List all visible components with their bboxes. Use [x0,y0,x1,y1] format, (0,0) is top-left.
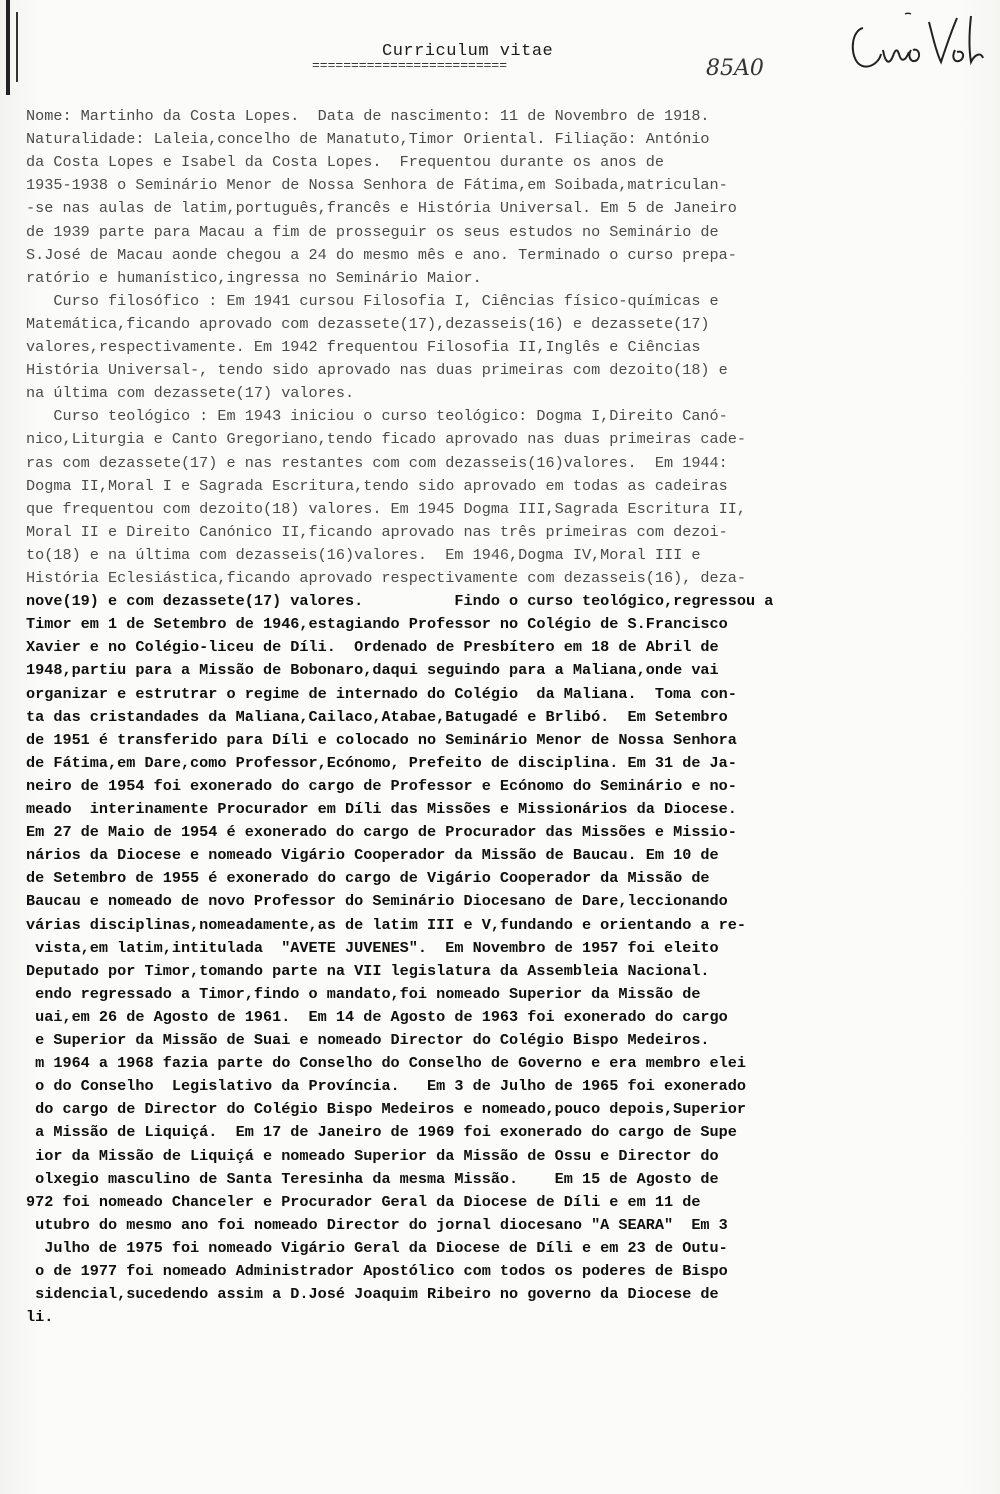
text-line: Julho de 1975 foi nomeado Vigário Geral da Diocese de Díli e em 23 de Outu- [26,1238,728,1257]
text-line: Curso teológico : Em 1943 iniciou o curso teológico: Dogma I,Direito Canó- [26,407,728,426]
title-underline: ========================= [312,58,508,73]
text-line: de 1939 parte para Macau a fim de prosseguir os seus estudos no Seminário de [26,222,719,241]
text-line: uai,em 26 de Agosto de 1961. Em 14 de Agosto de 1963 foi exonerado do cargo [26,1007,728,1026]
text-line: vista,em latim,intitulada "AVETE JUVENES". Em Novembro de 1957 foi eleito [26,938,719,957]
text-line: m 1964 a 1968 fazia parte do Conselho do Conselho de Governo e era membro elei [26,1054,747,1073]
text-line: Em 27 de Maio de 1954 é exonerado do cargo de Procurador das Missões e Missio- [26,823,737,842]
text-line: várias disciplinas,nomeadamente,as de latim III e V,fundando e orientando a re- [26,915,747,934]
text-line: História Eclesiástica,ficando aprovado respectivamente com dezasseis(16), deza- [26,569,747,587]
text-line: Moral II e Direito Canónico II,ficando aprovado nas três primeiras com dezoi- [26,522,728,541]
text-line: li. [26,1308,54,1327]
text-line: o do Conselho Legislativo da Província. Em 3 de Julho de 1965 foi exonerado [26,1077,747,1096]
text-line: de 1951 é transferido para Díli e colocado no Seminário Menor de Nossa Senhora [26,730,737,749]
text-line: História Universal-, tendo sido aprovado nas duas primeiras com dezoito(18) e [26,361,728,380]
text-line: endo regressado a Timor,findo o mandato,foi nomeado Superior da Missão de [26,984,701,1003]
text-line: meado interinamente Procurador em Díli das Missões e Missionários da Diocese. [26,800,737,818]
text-line: Nome: Martinho da Costa Lopes. Data de nascimento: 11 de Novembro de 1918. [26,107,710,125]
text-line: 1935-1938 o Seminário Menor de Nossa Senhora de Fátima,em Soibada,matriculan- [26,176,728,195]
text-line: valores,respectivamente. Em 1942 frequentou Filosofia II,Inglês e Ciências [26,338,701,356]
text-line: Baucau e nomeado de novo Professor do Seminário Diocesano de Dare,leccionando [26,892,728,911]
text-line: neiro de 1954 foi exonerado do cargo de Professor e Ecónomo do Seminário e no- [26,776,737,795]
text-line: utubro do mesmo ano foi nomeado Director do jornal diocesano "A SEARA" Em 3 [26,1215,728,1234]
text-line: 1948,partiu para a Missão de Bobonaro,daqui seguindo para a Maliana,onde vai [26,661,719,680]
text-line: to(18) e na última com dezasseis(16)valores. Em 1946,Dogma IV,Moral III e [26,545,701,564]
text-line: do cargo de Director do Colégio Bispo Medeiros e nomeado,pouco depois,Superior [26,1100,747,1119]
text-line: Naturalidade: Laleia,concelho de Manatuto,Timor Oriental. Filiação: António [26,130,710,149]
text-line: Curso filosófico : Em 1941 cursou Filosofia I, Ciências físico-químicas e [26,291,719,310]
page-edge-mark-secondary [16,12,18,82]
text-line: que frequentou com dezoito(18) valores. Em 1945 Dogma III,Sagrada Escritura II, [26,499,747,518]
document-title: Curriculum vitae [382,42,554,61]
text-line: nove(19) e com dezassete(17) valores. Findo o curso teológico,regressou a [26,592,774,611]
text-line: ior da Missão de Liquiçá e nomeado Superior da Missão de Ossu e Director do [26,1146,719,1165]
text-line: o de 1977 foi nomeado Administrador Apostólico com todos os poderes de Bispo [26,1262,728,1280]
text-line: da Costa Lopes e Isabel da Costa Lopes. Frequentou durante os anos de [26,153,664,172]
text-line: de Setembro de 1955 é exonerado do cargo de Vigário Cooperador da Missão de [26,869,710,888]
text-line: e Superior da Missão de Suai e nomeado Director do Colégio Bispo Medeiros. [26,1031,710,1049]
text-line: Dogma II,Moral I e Sagrada Escritura,tendo sido aprovado em todas as cadeiras [26,476,728,495]
text-line: organizar e estrutrar o regime de internado do Colégio da Maliana. Toma con- [26,684,737,703]
reference-mark: 85A0 [706,56,764,81]
text-line: Timor em 1 de Setembro de 1946,estagiando Professor no Colégio de S.Francisco [26,615,728,634]
text-line: de Fátima,em Dare,como Professor,Ecónomo, Prefeito de disciplina. Em 31 de Ja- [26,753,737,772]
handwritten-signature [845,10,995,85]
text-line: Xavier e no Colégio-liceu de Díli. Ordenado de Presbítero em 18 de Abril de [26,638,719,657]
text-line: nários da Diocese e nomeado Vigário Cooperador da Missão de Baucau. Em 10 de [26,846,719,865]
text-line: ta das cristandades da Maliana,Cailaco,Atabae,Batugadé e Brlibó. Em Setembro [26,707,728,726]
text-line: ratório e humanístico,ingressa no Seminário Maior. [26,268,482,287]
text-line: 972 foi nomeado Chanceler e Procurador Geral da Diocese de Díli e em 11 de [26,1192,701,1211]
text-line: sidencial,sucedendo assim a D.José Joaquim Ribeiro no governo da Diocese de [26,1285,719,1304]
text-line: Deputado por Timor,tomando parte na VII legislatura da Assembleia Nacional. [26,961,710,980]
text-line: ras com dezassete(17) e nas restantes com com dezasseis(16)valores. Em 1944: [26,453,728,472]
text-line: a Missão de Liquiçá. Em 17 de Janeiro de 1969 foi exonerado do cargo de Supe [26,1123,737,1142]
text-line: Matemática,ficando aprovado com dezassete(17),dezasseis(16) e dezassete(17) [26,314,710,333]
text-line: na última com dezassete(17) valores. [26,384,355,403]
text-line: -se nas aulas de latim,português,francês e História Universal. Em 5 de Janeiro [26,199,737,218]
page-edge-mark [6,0,10,95]
text-line: nico,Liturgia e Canto Gregoriano,tendo ficado aprovado nas duas primeiras cade- [26,430,747,449]
text-line: S.José de Macau aonde chegou a 24 do mesmo mês e ano. Terminado o curso prepa- [26,245,737,264]
text-line: olxegio masculino de Santa Teresinha da mesma Missão. Em 15 de Agosto de [26,1169,719,1188]
